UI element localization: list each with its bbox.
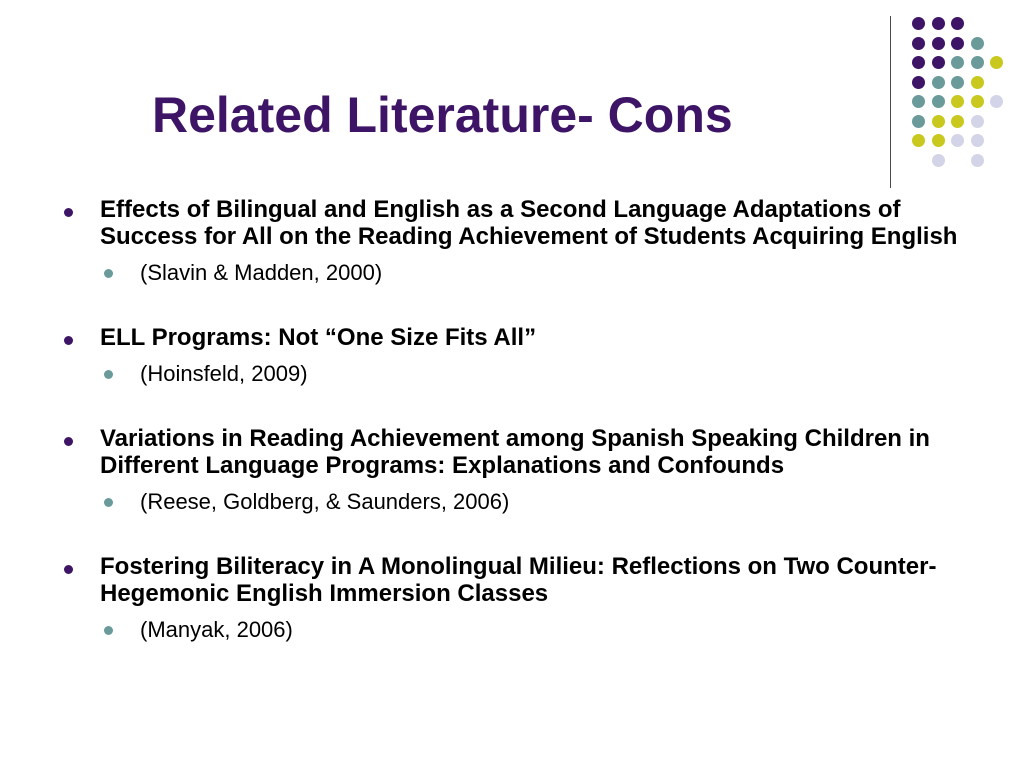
sub-bullet: [100, 489, 980, 515]
bullet-title: Effects of Bilingual and English as a Second Language Adaptations of Success for All on the Reading Achievement of Students Acquiring English: [100, 196, 958, 250]
decorative-dot: [990, 95, 1003, 108]
citation: (Slavin & Madden, 2000): [140, 260, 383, 285]
decorative-dot: [932, 17, 945, 30]
decorative-dot: [971, 154, 984, 167]
bullet-dot-icon: [64, 336, 73, 345]
decorative-dot: [932, 115, 945, 128]
decorative-dot: [912, 56, 925, 69]
bullet-item: [0, 324, 980, 387]
citation: (Reese, Goldberg, & Saunders, 2006): [140, 489, 510, 514]
bullet-list: [0, 196, 1024, 643]
decorative-dot: [912, 17, 925, 30]
decorative-dot: [990, 56, 1003, 69]
decorative-dot: [971, 115, 984, 128]
bullet-dot-icon: [64, 208, 73, 217]
bullet-dot-icon: [64, 437, 73, 446]
sub-bullet-dot-icon: [104, 370, 113, 379]
decorative-dot: [912, 76, 925, 89]
decorative-dot: [971, 37, 984, 50]
decorative-dot: [971, 56, 984, 69]
decorative-dot: [932, 37, 945, 50]
bullet-item: [0, 425, 980, 515]
bullet-item: [0, 196, 980, 286]
slide-title: Related Literature- Cons: [152, 87, 733, 143]
title-divider-line: [890, 16, 891, 188]
decorative-dot: [951, 56, 964, 69]
decorative-dot: [951, 76, 964, 89]
decorative-dot: [951, 115, 964, 128]
decorative-dot: [951, 134, 964, 147]
decorative-dot: [932, 56, 945, 69]
citation: (Manyak, 2006): [140, 617, 293, 642]
decorative-dot: [912, 95, 925, 108]
citation: (Hoinsfeld, 2009): [140, 361, 308, 386]
bullet-title: Variations in Reading Achievement among Spanish Speaking Children in Different Language Programs: Explanations and Confounds: [100, 425, 930, 479]
decorative-dot: [932, 134, 945, 147]
sub-bullet: [100, 260, 980, 286]
bullet-dot-icon: [64, 565, 73, 574]
decorative-dot: [971, 134, 984, 147]
decorative-dot: [971, 76, 984, 89]
decorative-dot: [951, 17, 964, 30]
sub-bullet-dot-icon: [104, 269, 113, 278]
sub-bullet: [100, 617, 980, 643]
decorative-dot: [932, 76, 945, 89]
bullet-title: ELL Programs: Not “One Size Fits All”: [100, 324, 537, 351]
bullet-title: Fostering Biliteracy in A Monolingual Milieu: Reflections on Two Counter- Hegemonic English Immersion Classes: [100, 553, 937, 607]
sub-bullet-dot-icon: [104, 498, 113, 507]
decorative-dot: [932, 95, 945, 108]
sub-bullet: [100, 361, 980, 387]
decorative-dot: [932, 154, 945, 167]
decorative-dot: [912, 37, 925, 50]
decorative-dot: [912, 134, 925, 147]
decorative-dot: [951, 95, 964, 108]
decorative-dot: [971, 95, 984, 108]
decorative-dot: [912, 115, 925, 128]
decorative-dot: [951, 37, 964, 50]
bullet-item: [0, 553, 980, 643]
sub-bullet-dot-icon: [104, 626, 113, 635]
